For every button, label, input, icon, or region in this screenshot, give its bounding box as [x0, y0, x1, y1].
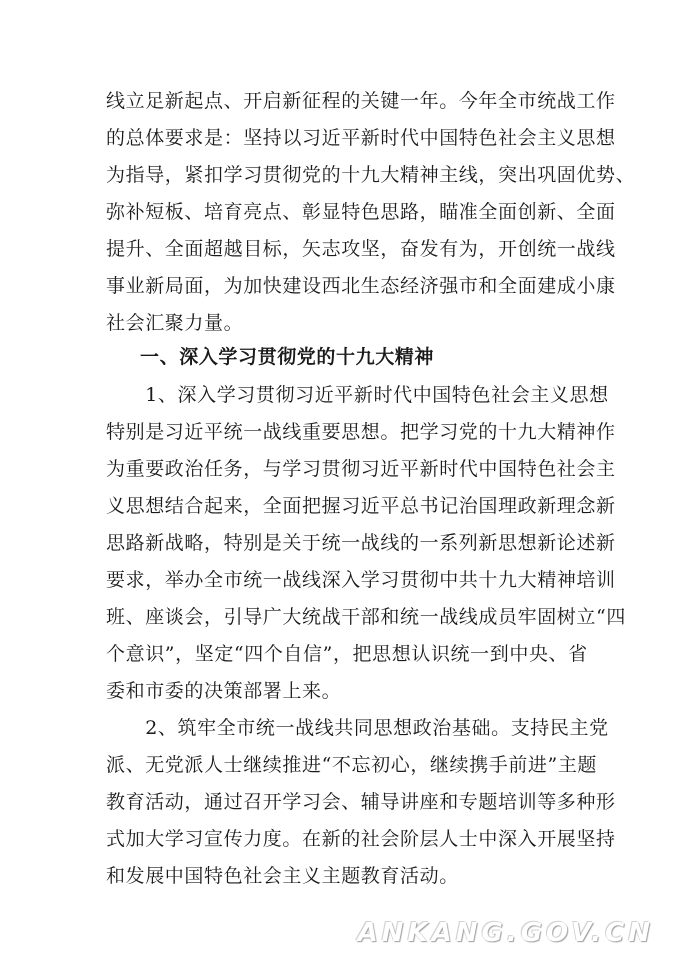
- body-text-line: 为重要政治任务，与学习贯彻习近平新时代中国特色社会主: [106, 458, 616, 480]
- body-text-line: 社会汇聚力量。: [106, 312, 244, 334]
- body-text-line: 派、无党派人士继续推进“不忘初心，继续携手前进”主题: [106, 754, 598, 776]
- body-text-line: 事业新局面，为加快建设西北生态经济强市和全面建成小康: [106, 275, 616, 297]
- body-text-line: 义思想结合起来，全面把握习近平总书记治国理政新理念新: [106, 495, 616, 517]
- body-text-line: 弥补短板、培育亮点、彰显特色思路，瞄准全面创新、全面: [106, 201, 616, 223]
- body-text-line: 和发展中国特色社会主义主题教育活动。: [106, 865, 459, 887]
- body-text-line: 委和市委的决策部署上来。: [106, 680, 342, 702]
- body-text-line: 班、座谈会，引导广大统战干部和统一战线成员牢固树立“四: [106, 606, 626, 628]
- body-text-line: 为指导，紧扣学习贯彻党的十九大精神主线，突出巩固优势、: [106, 164, 636, 186]
- body-text-line: 1、深入学习贯彻习近平新时代中国特色社会主义思想: [106, 384, 609, 406]
- body-text-line: 2、筑牢全市统一战线共同思想政治基础。支持民主党: [106, 717, 609, 739]
- body-text-line: 线立足新起点、开启新征程的关键一年。今年全市统战工作: [106, 90, 616, 112]
- body-text-line: 式加大学习宣传力度。在新的社会阶层人士中深入开展坚持: [106, 828, 616, 850]
- body-text-line: 的总体要求是：坚持以习近平新时代中国特色社会主义思想: [106, 127, 616, 149]
- body-text-line: 教育活动，通过召开学习会、辅导讲座和专题培训等多种形: [106, 791, 616, 813]
- body-text-line: 思路新战略，特别是关于统一战线的一系列新思想新论述新: [106, 532, 616, 554]
- section-heading: 一、深入学习贯彻党的十九大精神: [140, 346, 435, 368]
- body-text-line: 特别是习近平统一战线重要思想。把学习党的十九大精神作: [106, 421, 616, 443]
- body-text-line: 提升、全面超越目标，矢志攻坚，奋发有为，开创统一战线: [106, 238, 616, 260]
- body-text-line: 个意识”，坚定“四个自信”，把思想认识统一到中央、省: [106, 643, 588, 665]
- site-watermark: ANKANG.GOV.CN: [357, 918, 654, 948]
- body-text-line: 要求，举办全市统一战线深入学习贯彻中共十九大精神培训: [106, 569, 616, 591]
